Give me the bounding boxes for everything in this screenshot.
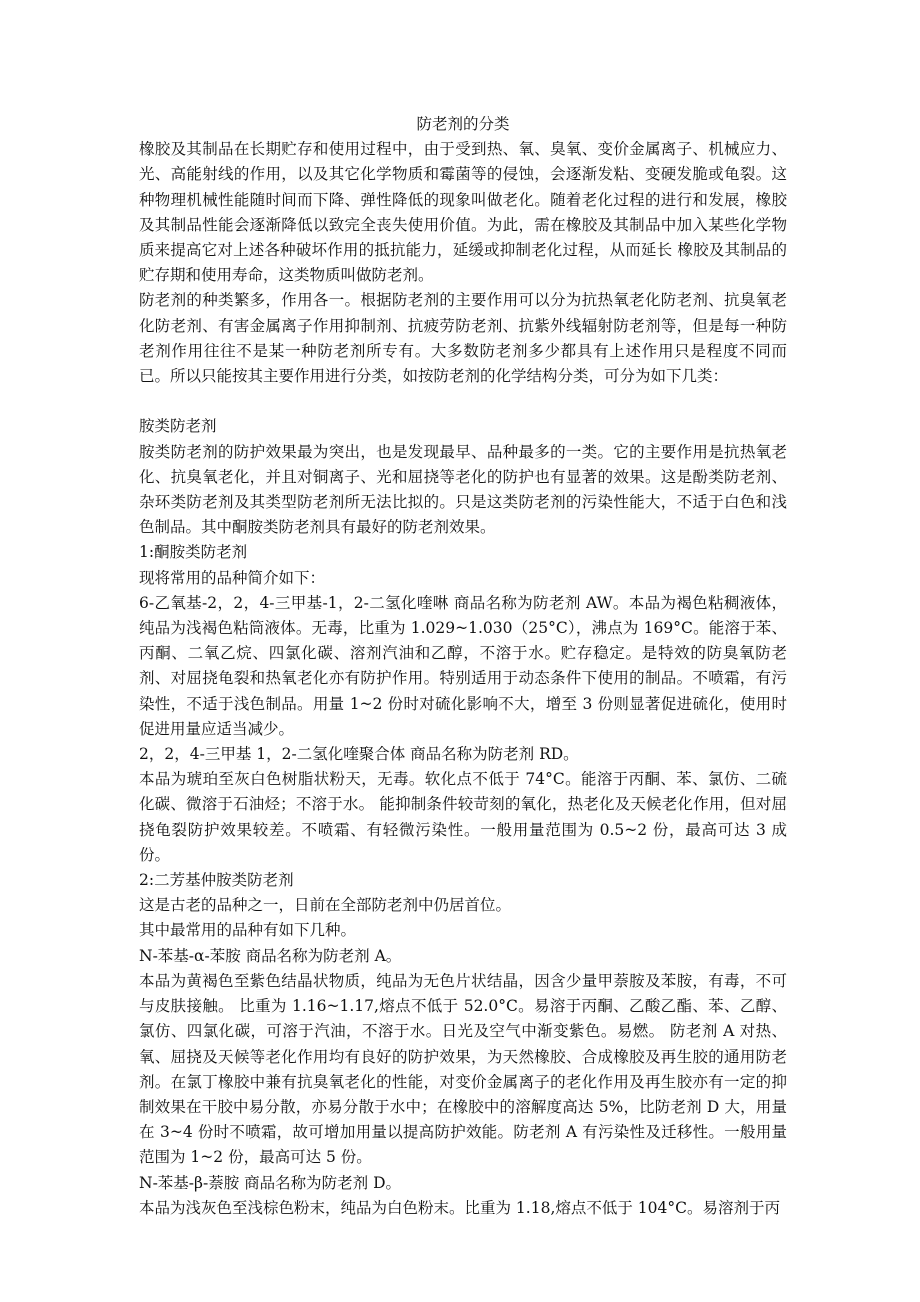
paragraph: 橡胶及其制品在长期贮存和使用过程中，由于受到热、氧、臭氧、变价金属离子、机械应力、光、高能射线的作用，以及其它化学物质和霉菌等的侵蚀，会逐渐发粘、变硬发脆或龟裂。这种物理机械性能随时间而下降、弹性降低的现象叫做老化。随着老化过程的进行和发展，橡胶及其制品性能会逐渐降低以致完全丧失使用价值。为此，需在橡胶及其制品中加入某些化学物质来提高它对上述各种破坏作用的抵抗能力，延缓或抑制老化过程，从而延长 橡胶及其制品的贮存期和使用寿命，这类物质叫做防老剂。 xyxy=(139,140,787,285)
document-body xyxy=(139,137,787,1221)
paragraph: 胺类防老剂的防护效果最为突出，也是发现最早、品种最多的一类。它的主要作用是抗热氧老化、抗臭氧老化，并且对铜离子、光和屈挠等老化的防护也有显著的效果。这是酚类防老剂、杂环类防老剂及其类型防老剂所无法比拟的。只是这类防老剂的污染性能大，不适于白色和浅色制品。其中酮胺类防老剂具有最好的防老剂效果。 xyxy=(139,442,787,537)
paragraph: 本品为琥珀至灰白色树脂状粉天，无毒。软化点不低于 74°C。能溶于丙酮、苯、氯仿、二硫化碳、微溶于石油烃；不溶于水。 能抑制条件较苛刻的氧化，热老化及天候老化作用，但对屈挠龟裂防护效果较差。不喷霜、有轻微污染性。一般用量范围为 0.5~2 份，最高可达 3 成份。 xyxy=(139,770,787,864)
paragraph: 这是古老的品种之一，日前在全部防老剂中仍居首位。 xyxy=(139,896,512,915)
paragraph: 防老剂的种类繁多，作用各一。根据防老剂的主要作用可以分为抗热氧老化防老剂、抗臭氧老化防老剂、有害金属离子作用抑制剂、抗疲劳防老剂、抗紫外线辐射防老剂等，但是每一种防老剂作用往往不是某一种防老剂所专有。大多数防老剂多少都具有上述作用只是程度不同而已。所以只能按其主要作用进行分类，如按防老剂的化学结构分类，可分为如下几类： xyxy=(139,291,787,386)
paragraph: 6-乙氧基-2，2，4-三甲基-1，2-二氢化喹啉 商品名称为防老剂 AW。本品为褐色粘稠液体，纯品为浅褐色粘筒液体。无毒，比重为 1.029~1.030（25°C），沸点为 169°C。能溶于苯、丙酮、二氧乙烷、四氯化碳、溶剂汽油和乙醇，不溶于水。贮存稳定。是特效的防臭氧防老剂、对屈挠龟裂和热氧老化亦有防护作用。特别适用于动态条件下使用的制品。不喷霜，有污染性，不适于浅色制品。用量 1~2 份时对硫化影响不大，增至 3 份则显著促进硫化，使用时促进用量应适当减少。 xyxy=(139,593,787,738)
document-page xyxy=(139,112,787,1221)
paragraph: 胺类防老剂 xyxy=(139,417,217,436)
paragraph: 其中最常用的品种有如下几种。 xyxy=(139,921,357,940)
paragraph: 2，2，4-三甲基 1，2-二氢化喹聚合体 商品名称为防老剂 RD。 xyxy=(139,745,579,764)
document-title: 防老剂的分类 xyxy=(416,115,510,133)
paragraph: 1:酮胺类防老剂 xyxy=(139,543,248,562)
paragraph: 本品为浅灰色至浅棕色粉末，纯品为白色粉末。比重为 1.18,熔点不低于 104°C。易溶剂于丙 xyxy=(139,1198,780,1217)
paragraph: 2:二芳基仲胺类防老剂 xyxy=(139,871,294,890)
paragraph: 本品为黄褐色至紫色结晶状物质，纯品为无色片状结晶，因含少量甲萘胺及苯胺，有毒，不可与皮肤接触。 比重为 1.16~1.17,熔点不低于 52.0°C。易溶于丙酮、乙酸乙酯、苯、乙醇、氯仿、四氯化碳，可溶于汽油，不溶于水。日光及空气中渐变紫色。易燃。 防老剂 A 对热、氧、屈挠及天候等老化作用均有良好的防护效果，为天然橡胶、合成橡胶及再生胶的通用防老剂。在氯丁橡胶中兼有抗臭氧老化的性能，对变价金属离子的老化作用及再生胶亦有一定的抑制效果在干胶中易分散，亦易分散于水中；在橡胶中的溶解度高达 5%，比防老剂 D 大，用量在 3~4 份时不喷霜，故可增加用量以提高防护效能。防老剂 A 有污染性及迁移性。一般用量范围为 1~2 份，最高可达 5 份。 xyxy=(139,971,787,1167)
paragraph: 现将常用的品种简介如下： xyxy=(139,568,326,587)
paragraph: N-苯基-β-萘胺 商品名称为防老剂 D。 xyxy=(139,1173,402,1192)
paragraph: N-苯基-α-苯胺 商品名称为防老剂 A。 xyxy=(139,946,402,965)
blank-line xyxy=(139,389,787,414)
